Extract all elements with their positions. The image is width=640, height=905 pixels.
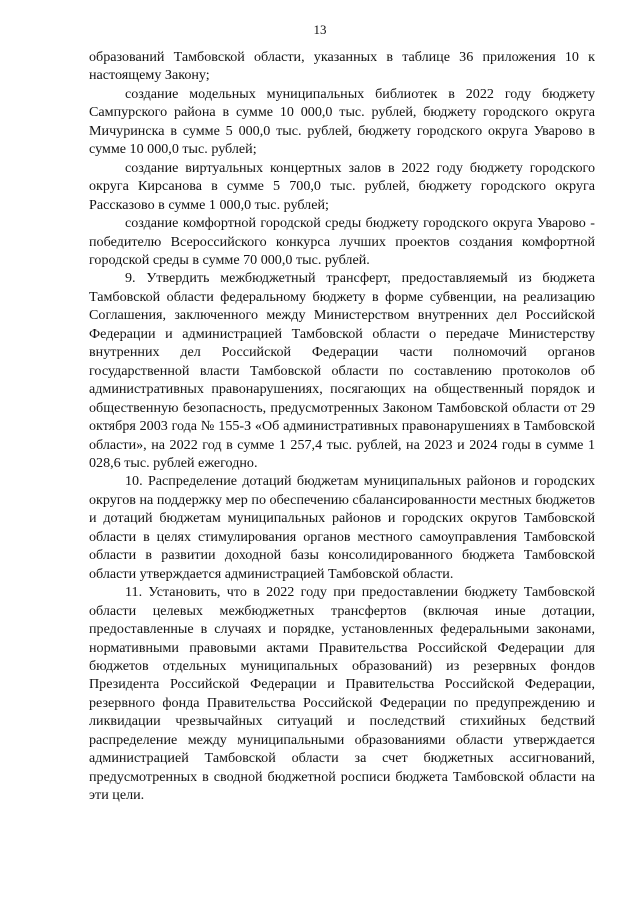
paragraph-continuation: образований Тамбовской области, указанных в таблице 36 приложения 10 к настоящему Закону; xyxy=(89,49,595,84)
paragraph-model-libraries: создание модельных муниципальных библиотек в 2022 году бюджету Сампурского района в сумме 10 000,0 тыс. рублей, бюджету городского округа Мичуринска в сумме 5 000,0 тыс. рублей, бюджету городского округа Уварово в сумме 10 000,0 тыс. рублей; xyxy=(89,85,595,158)
paragraph-virtual-concert-halls: создание виртуальных концертных залов в 2022 году бюджету городского округа Кирсанова в сумме 5 700,0 тыс. рублей, бюджету городского округа Рассказово в сумме 1 000,0 тыс. рублей; xyxy=(89,159,595,213)
document-body xyxy=(89,48,595,805)
page-number: 13 xyxy=(313,22,327,37)
paragraph-clause-11: 11. Установить, что в 2022 году при предоставлении бюджету Тамбовской области целевых межбюджетных трансфертов (включая иные дотации, предоставленные в случаях и порядке, установленных федеральными законами, нормативными правовыми актами Правительства Российской Федерации для бюджетов отдельных муниципальных образований) из резервных фондов Президента Российской Федерации и Правительства Российской Федерации, резервного фонда Правительства Российской Федерации по предупреждению и ликвидации чрезвычайных ситуаций и последствий стихийных бедствий распределение между муниципальными образованиями области утверждается администрацией Тамбовской области за счет бюджетных ассигнований, предусмотренных в сводной бюджетной росписи бюджета Тамбовской области на эти цели. xyxy=(89,584,595,804)
paragraph-comfortable-urban-environment: создание комфортной городской среды бюджету городского округа Уварово - победителю Всероссийского конкурса лучших проектов создания комфортной городской среды в сумме 70 000,0 тыс. рублей. xyxy=(89,215,595,268)
paragraph-clause-10: 10. Распределение дотаций бюджетам муниципальных районов и городских округов на поддержку мер по обеспечению сбалансированности местных бюджетов и дотаций бюджетам муниципальных районов и городских округов Тамбовской области в целях стимулирования органов местного самоуправления Тамбовской области в развитии доходной базы консолидированного бюджета Тамбовской области утверждается администрацией Тамбовской области. xyxy=(89,473,595,582)
paragraph-clause-9: 9. Утвердить межбюджетный трансферт, предоставляемый из бюджета Тамбовской области федеральному бюджету в форме субвенции, на реализацию Соглашения, заключенного между Министерством внутренних дел Российской Федерации и администрацией Тамбовской области о передаче Министерству внутренних дел Российской Федерации части полномочий органов государственной власти Тамбовской области по составлению протоколов об административных правонарушениях, посягающих на общественный порядок и общественную безопасность, предусмотренных Законом Тамбовской области от 29 октября 2003 года № 155-З «Об административных правонарушениях в Тамбовской области», на 2022 год в сумме 1 257,4 тыс. рублей, на 2023 и 2024 годы в сумме 1 028,6 тыс. рублей ежегодно. xyxy=(89,270,595,471)
